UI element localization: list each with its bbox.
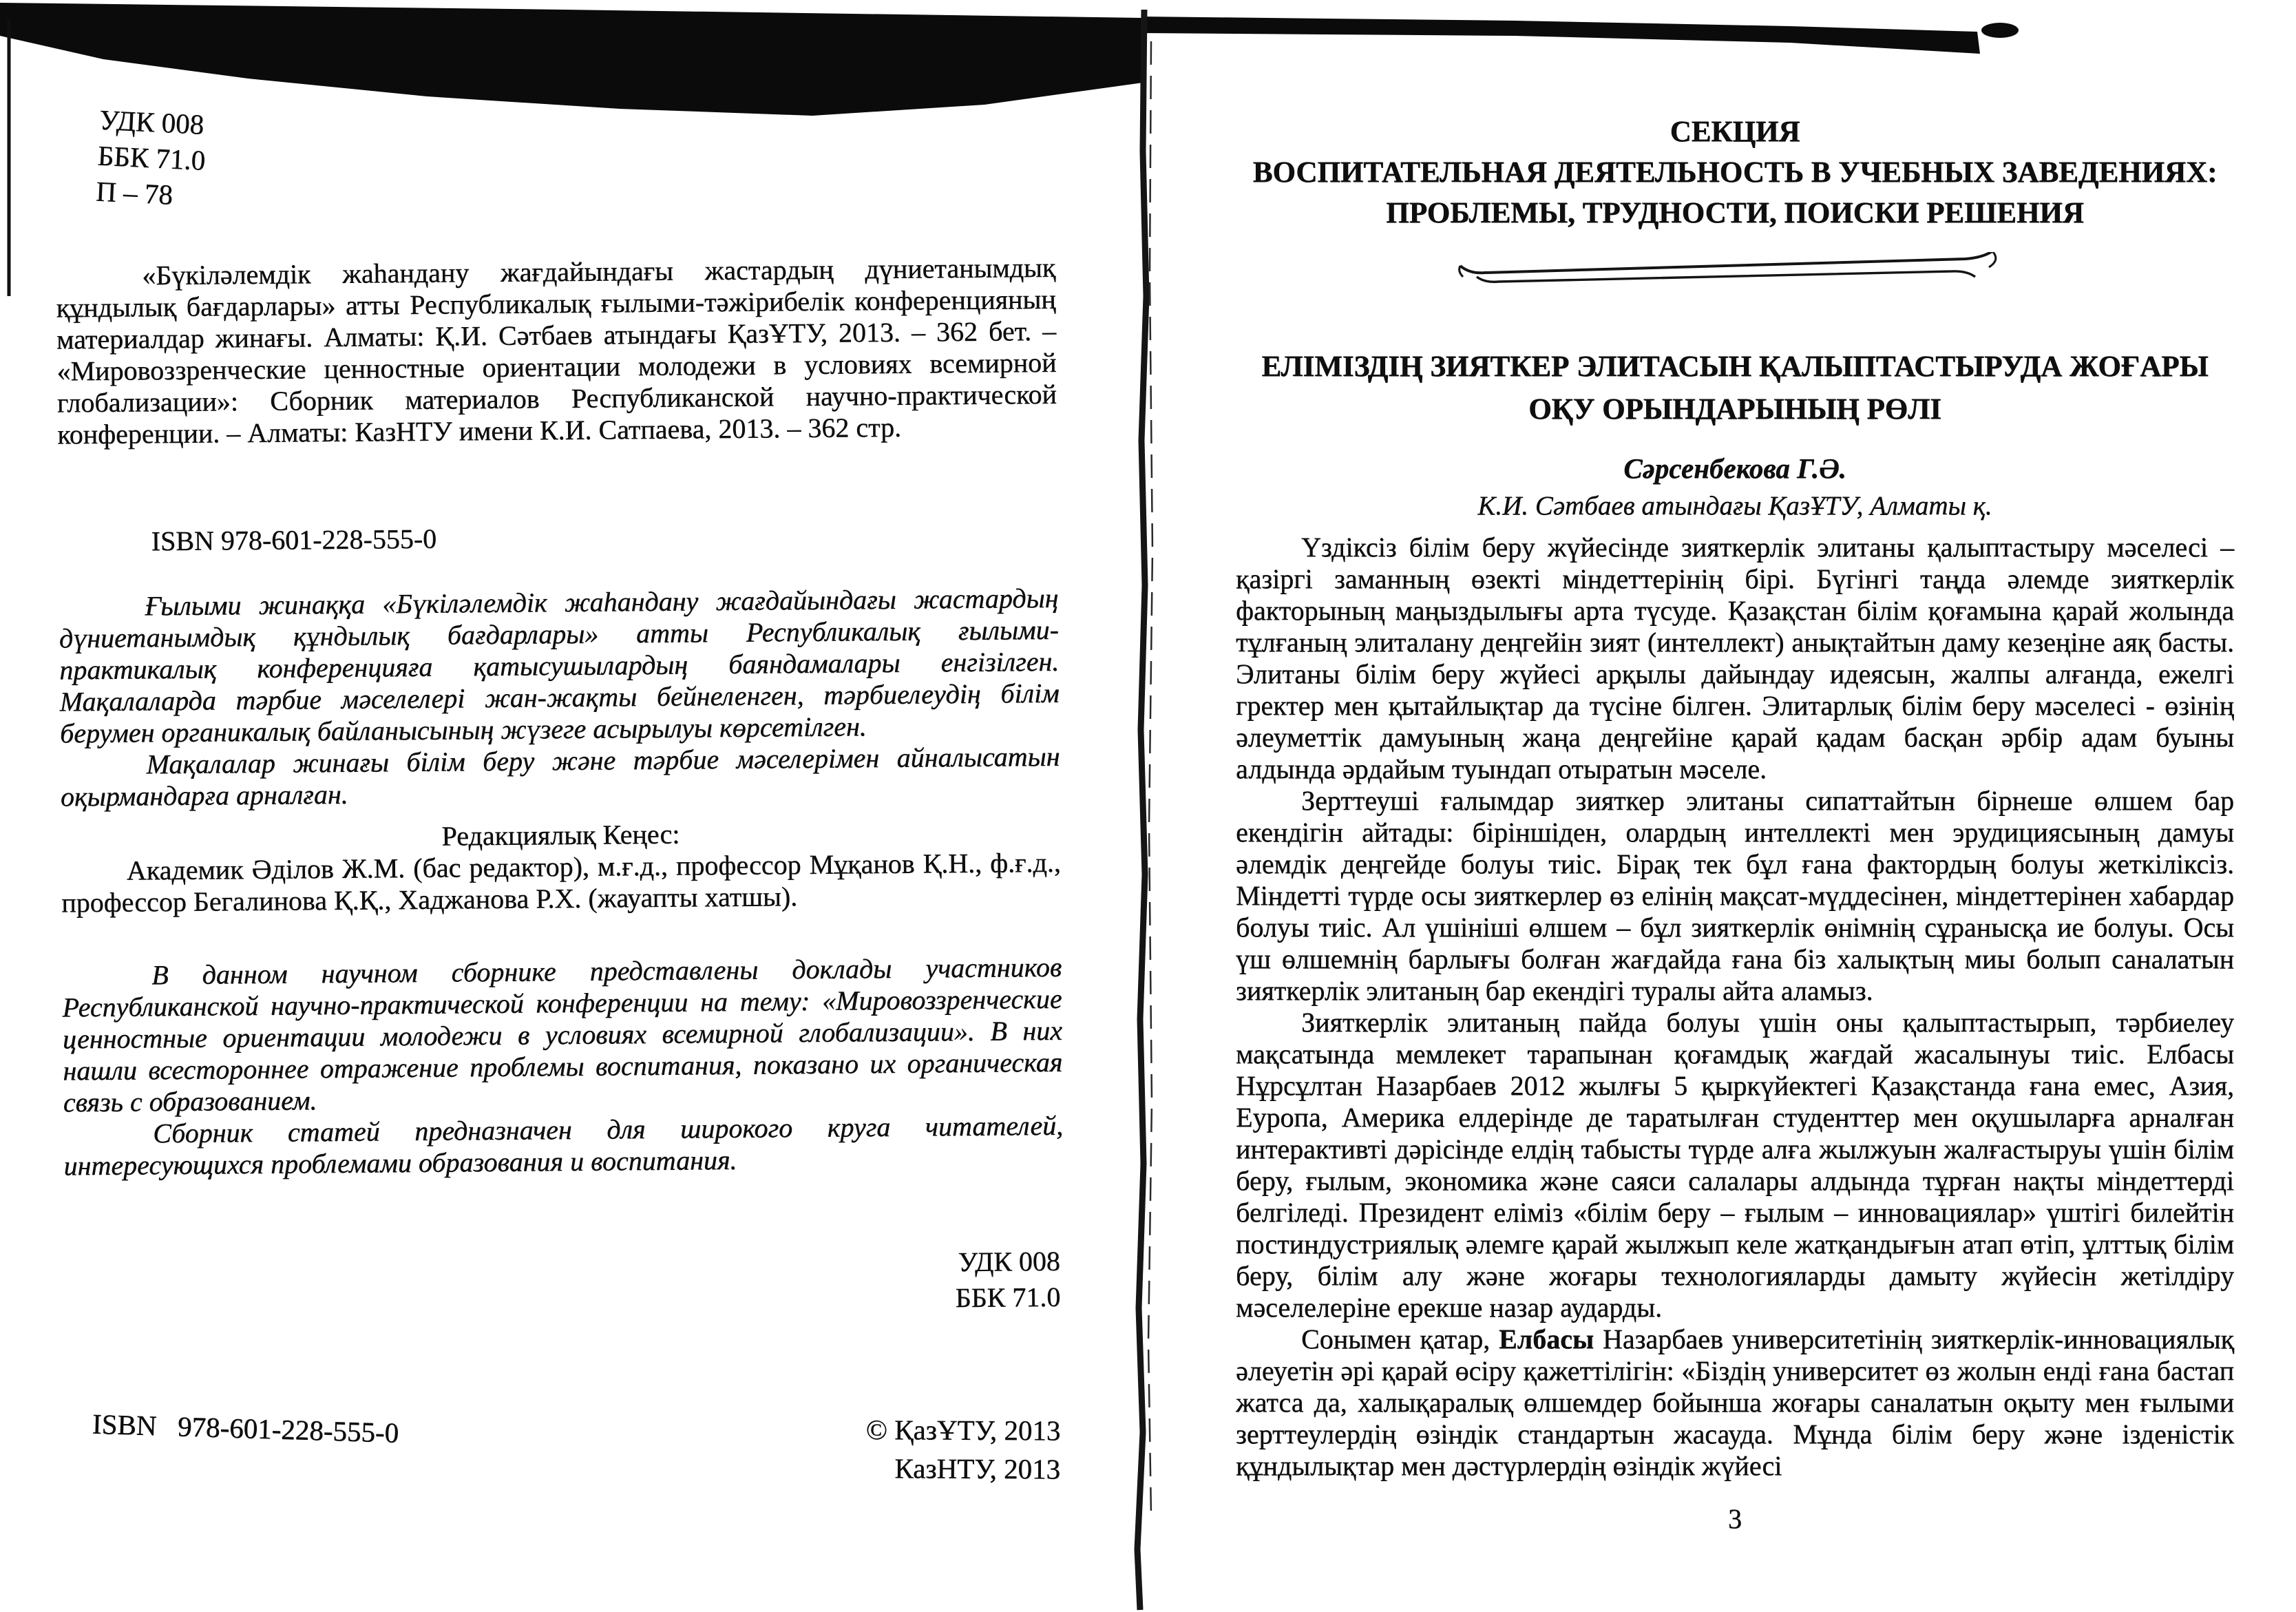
section-heading <box>1236 112 2234 233</box>
section-label: СЕКЦИЯ <box>1670 116 1800 148</box>
article-title <box>1236 346 2234 431</box>
author-affiliation: К.И. Сәтбаев атындағы ҚазҰТУ, Алматы қ. <box>1477 491 1992 521</box>
article-author: Сәрсенбекова Г.Ә. <box>1623 452 1846 484</box>
copyright-block <box>702 1410 1061 1489</box>
article-title-line2: ОҚУ ОРЫНДАРЫНЫҢ РӨЛІ <box>1528 393 1941 426</box>
editorial-board-heading: Редакциялық Кеңес: <box>441 818 680 852</box>
udk-code: УДК 008 <box>98 103 205 140</box>
bbk-code-bottom: ББК 71.0 <box>955 1281 1061 1314</box>
abstract-block <box>59 583 1061 919</box>
isbn-top: ISBN 978-601-228-555-0 <box>151 523 437 557</box>
book-gutter <box>1122 0 1170 1612</box>
udk-bottom-block <box>785 1244 1061 1317</box>
left-page <box>54 0 1067 1612</box>
article-body <box>1236 532 2234 1482</box>
udk-classification-block <box>95 102 208 214</box>
isbn-bottom: ISBN 978-601-228-555-0 <box>92 1407 399 1449</box>
paragraph-4-lead: Сонымен қатар, <box>1301 1323 1499 1354</box>
paragraph-4-rest: Назарбаев университетінің зияткерлік-инновациялық әлеуетін әрі қарай өсіру қажеттілігін: «Біздің университет өз жолын енді ғана бастап жатса да, халықаралық өлшемдер бойынша жоғары саналатын оқыту мен ғылыми зерттеулердің өзіндік стандартын жасауда. Мұнда білім беру және ізденістік құндылықтар мен дәстүрлердің өзіндік жүйесі <box>1236 1323 2234 1481</box>
page-number: 3 <box>1728 1503 1742 1534</box>
section-title-line1: ВОСПИТАТЕЛЬНАЯ ДЕЯТЕЛЬНОСТЬ В УЧЕБНЫХ ЗАВЕДЕНИЯХ: <box>1252 156 2218 189</box>
section-title-line2: ПРОБЛЕМЫ, ТРУДНОСТИ, ПОИСКИ РЕШЕНИЯ <box>1386 197 2084 229</box>
abstract-kazakh-1: Ғылыми жинаққа «Бүкіләлемдік жаһандану жағдайындағы жастардың дүниетанымдық құндылық бағдарлары» атты Республикалық ғылыми-практикалық конференцияға қатысушылардың баяндамалары енгізілген. Мақалаларда тәрбие мәселелері жан-жақты бейнеленген, тәрбиелеудің білім берумен органикалық байланысының жүзеге асырылуы көрсетілген. <box>59 582 1060 749</box>
abstract-kazakh-2: Мақалалар жинағы білім беру және тәрбие мәселерімен айналысатын оқырмандарға арналған. <box>60 740 1060 813</box>
bibliographic-annotation: «Бүкіләлемдік жаһандану жағдайындағы жастардың дүниетанымдық құндылық бағдарлары» атты Республикалық ғылыми-тәжірибелік конференцияның материалдар жинағы. Алматы: Қ.И. Сәтбаев атындағы ҚазҰТУ, 2013. – 362 бет. – «Мировоззренческие ценностные ориентации молодежи в условиях всемирной глобализации»: Сборник материалов Республиканской научно-практической конференции. – Алматы: КазНТУ имени К.И. Сатпаева, 2013. – 362 стр. <box>56 251 1057 450</box>
bbk-code: ББК 71.0 <box>96 139 207 176</box>
article-paragraph-4 <box>1236 1323 2234 1482</box>
article-paragraph-3: Зияткерлік элитаның пайда болуы үшін оны қалыптастырып, тәрбиелеу мақсатында мемлекет тарапынан қоғамдық жағдай жасалынуы тиіс. Елбасы Нұрсұлтан Назарбаев 2012 жылғы 5 қыркүйектегі Қазақстанда ғана емес, Азия, Еуропа, Америка елдерінде де таратылған студенттер мен оқушыларға арналған интерактивті дәрісінде елдің табысты түрде алға жылжуын жалғастыруы үшін білім беру, ғылым, экономика және саяси салалары алдында тұрған нақты міндеттерді белгіледі. Президент еліміз «білім беру – ғылым – инновациялар» үштігі билейтін постиндустриялық әлемге қарай жылжып келе жатқандығын атап өтіп, ұлттық білім беру, білім алу және жоғары технологияларды дамыту жүйесін жетілдіру мәселелеріне ерекше назар аударды. <box>1236 1007 2234 1323</box>
editorial-board-members: Академик Әділов Ж.М. (бас редактор), м.ғ.д., профессор Мұқанов Қ.Н., ф.ғ.д., профессор Бегалинова Қ.Қ., Хаджанова Р.Х. (жауапты хатшы). <box>61 846 1061 919</box>
abstract-russian-2: Сборник статей предназначен для широкого круга читателей, интересующихся проблемами образования и воспитания. <box>63 1109 1064 1182</box>
section-divider-ornament <box>1456 252 2014 285</box>
copyright-kazutu: © ҚазҰТУ, 2013 <box>865 1413 1061 1447</box>
article-paragraph-1: Үздіксіз білім беру жүйесінде зияткерлік элитаны қалыптастыру мәселесі – қазіргі заманның өзекті міндеттерінің бірі. Бүгінгі таңда әлемде зияткерлік факторының маңыздылығы арта түсуде. Қазақстан білім қоғамына қарай жолында тұлғаның элиталану деңгейін зият (интеллект) анықтайтын даму кезеңіне аяқ басты. Элитаны білім беру жүйесі арқылы дайындау идеясын, жалпы алғанда, ежелгі гректер мен қытайлықтар да түсіне білген. Элитарлық білім беру мәселесі - өзінің әлеуметтік дамуының жаңа деңгейіне қарай қадам басқан әрбір адам буыны алдында әрдайым туындап отыратын мәселе. <box>1236 532 2234 784</box>
abstract-block-russian <box>62 952 1064 1182</box>
article-paragraph-2: Зерттеуші ғалымдар зияткер элитаны сипаттайтын бірнеше өлшем бар екендігін айтады: біріншіден, олардың интеллекті мен эрудициясының дамуы әлемдік деңгейде болуы тиіс. Бірақ тек бұл ғана фактордың болуы жеткіліксіз. Міндетті түрде осы зияткерлер өз елінің мақсат-мүддесінен, міндеттерінен хабардар болуы тиіс. Ал үшініші өлшем – бұл зияткерлік өнімнің сұранысқа ие болуы. Осы үш өлшемнің барлығы болған жағдайда ғана біз халықтың миы болып саналатын зияткерлік элитаның бар екендігі туралы айта аламыз. <box>1236 785 2234 1006</box>
paragraph-4-bold-elbasy: Елбасы <box>1498 1323 1594 1354</box>
right-page <box>1236 0 2234 1612</box>
abstract-russian-1: В данном научном сборнике представлены доклады участников Республиканской научно-практической конференции на тему: «Мировоззренческие ценностные ориентации молодежи в условиях всемирной глобализации». В них нашли всестороннее отражение проблемы воспитания, показано их органическая связь с образованием. <box>62 951 1063 1118</box>
article-title-line1: ЕЛІМІЗДІҢ ЗИЯТКЕР ЭЛИТАСЫН ҚАЛЫПТАСТЫРУДА ЖОҒАРЫ <box>1261 350 2209 383</box>
author-sign-code: П – 78 <box>95 175 173 211</box>
copyright-kaznt: КазНТУ, 2013 <box>894 1452 1061 1485</box>
udk-code-bottom: УДК 008 <box>958 1245 1060 1277</box>
